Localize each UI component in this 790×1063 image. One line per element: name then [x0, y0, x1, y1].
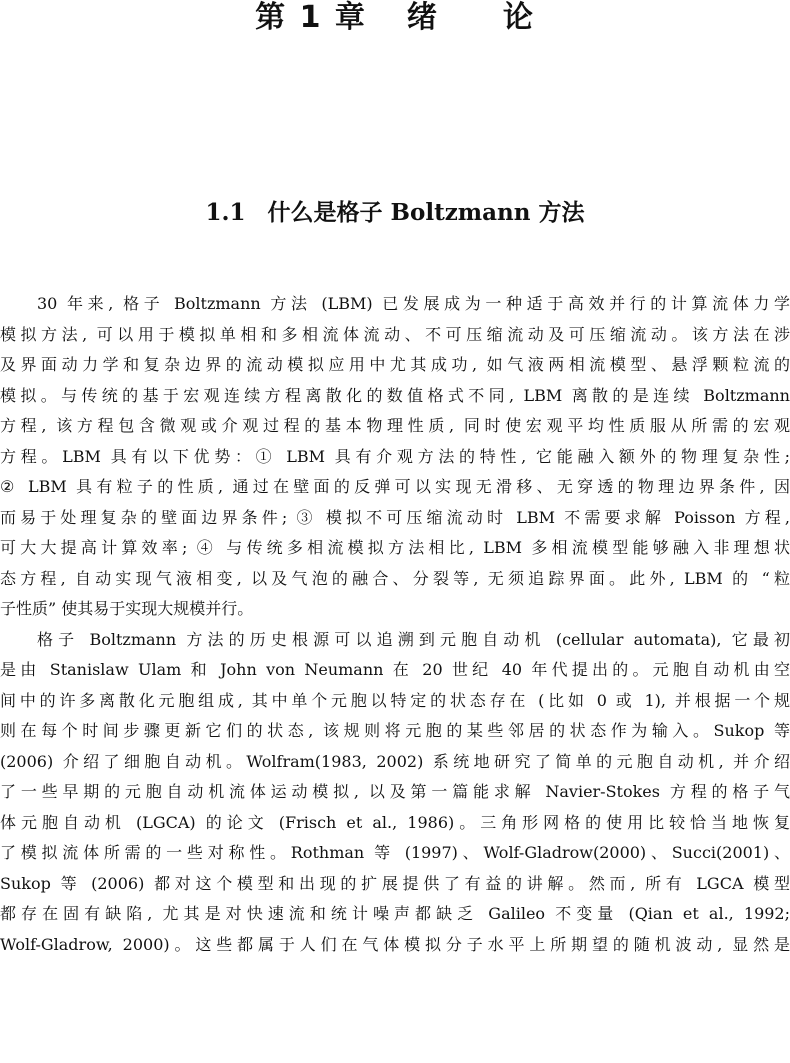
paragraph-1 — [0, 289, 790, 625]
chapter-title — [0, 0, 790, 40]
text-line: Wolf-Gladrow, 2000)。这些都属于人们在气体模拟分子水平上所期望的随机波动, 显然是 — [0, 934, 790, 954]
text-line: 模拟。与传统的基于宏观连续方程离散化的数值格式不同, LBM 离散的是连续 Boltzmann — [0, 385, 790, 405]
text-line: 了一些早期的元胞自动机流体运动模拟, 以及第一篇能求解 Navier-Stokes 方程的格子气 — [0, 782, 790, 801]
section-title: 什么是格子 Boltzmann 方法 — [267, 199, 585, 226]
text-line: 可大大提高计算效率; ④ 与传统多相流模拟方法相比, LBM 多相流模型能够融入非理想状 — [0, 538, 790, 557]
text-line: 模拟方法, 可以用于模拟单相和多相流体流动、不可压缩流动及可压缩流动。该方法在涉 — [0, 324, 790, 344]
text-line: 态方程, 自动实现气液相变, 以及气泡的融合、分裂等, 无须追踪界面。此外, LBM 的 “粒 — [0, 568, 790, 588]
text-line: 格子 Boltzmann 方法的历史根源可以追溯到元胞自动机 (cellular automata), 它最初 — [37, 629, 790, 649]
text-line: Sukop 等 (2006) 都对这个模型和出现的扩展提供了有益的讲解。然而, 所有 LGCA 模型 — [0, 873, 790, 893]
text-line: 方程, 该方程包含微观或介观过程的基本物理性质, 同时使宏观平均性质服从所需的宏观 — [0, 416, 790, 435]
paragraph-2 — [0, 625, 790, 961]
text-line: 30 年来, 格子 Boltzmann 方法 (LBM) 已发展成为一种适于高效并行的计算流体力学 — [37, 294, 790, 313]
text-line: ② LBM 具有粒子的性质, 通过在壁面的反弹可以实现无滑移、无穿透的物理边界条件, 因 — [0, 477, 790, 496]
text-line: 及界面动力学和复杂边界的流动模拟应用中尤其成功, 如气液两相流模型、悬浮颗粒流的 — [0, 355, 790, 374]
text-line: 而易于处理复杂的壁面边界条件; ③ 模拟不可压缩流动时 LBM 不需要求解 Poisson 方程, — [0, 507, 790, 527]
text-line: 间中的许多离散化元胞组成, 其中单个元胞以特定的状态存在 (比如 0 或 1), 并根据一个规 — [0, 690, 790, 710]
section-number: 1.1 — [205, 199, 246, 226]
chapter-label-suffix: 章 — [334, 0, 367, 35]
chapter-label-prefix: 第 — [255, 0, 288, 35]
text-line: 子性质” 使其易于实现大规模并行。 — [0, 599, 254, 618]
text-line: 体元胞自动机 (LGCA) 的论文 (Frisch et al., 1986)。三角形网格的使用比较恰当地恢复 — [0, 812, 790, 832]
chapter-title-char-2: 论 — [502, 0, 535, 35]
text-line: 则在每个时间步骤更新它们的状态, 该规则将元胞的某些邻居的状态作为输入。Sukop 等 — [0, 721, 790, 740]
text-line: 方程。LBM 具有以下优势：① LBM 具有介观方法的特性, 它能融入额外的物理复杂性; — [0, 446, 790, 466]
body-text — [0, 289, 790, 960]
text-line: (2006) 介绍了细胞自动机。Wolfram(1983, 2002) 系统地研究了简单的元胞自动机, 并介绍 — [0, 751, 790, 771]
section-heading — [0, 196, 790, 230]
chapter-number: 1 — [299, 0, 323, 35]
text-line: 是由 Stanislaw Ulam 和 John von Neumann 在 20 世纪 40 年代提出的。元胞自动机由空 — [0, 660, 790, 679]
chapter-title-char-1: 绪 — [406, 0, 439, 35]
text-line: 了模拟流体所需的一些对称性。Rothman 等 (1997)、Wolf-Gladrow(2000)、Succi(2001)、 — [0, 843, 790, 862]
text-line: 都存在固有缺陷, 尤其是对快速流和统计噪声都缺乏 Galileo 不变量 (Qian et al., 1992; — [0, 904, 790, 923]
